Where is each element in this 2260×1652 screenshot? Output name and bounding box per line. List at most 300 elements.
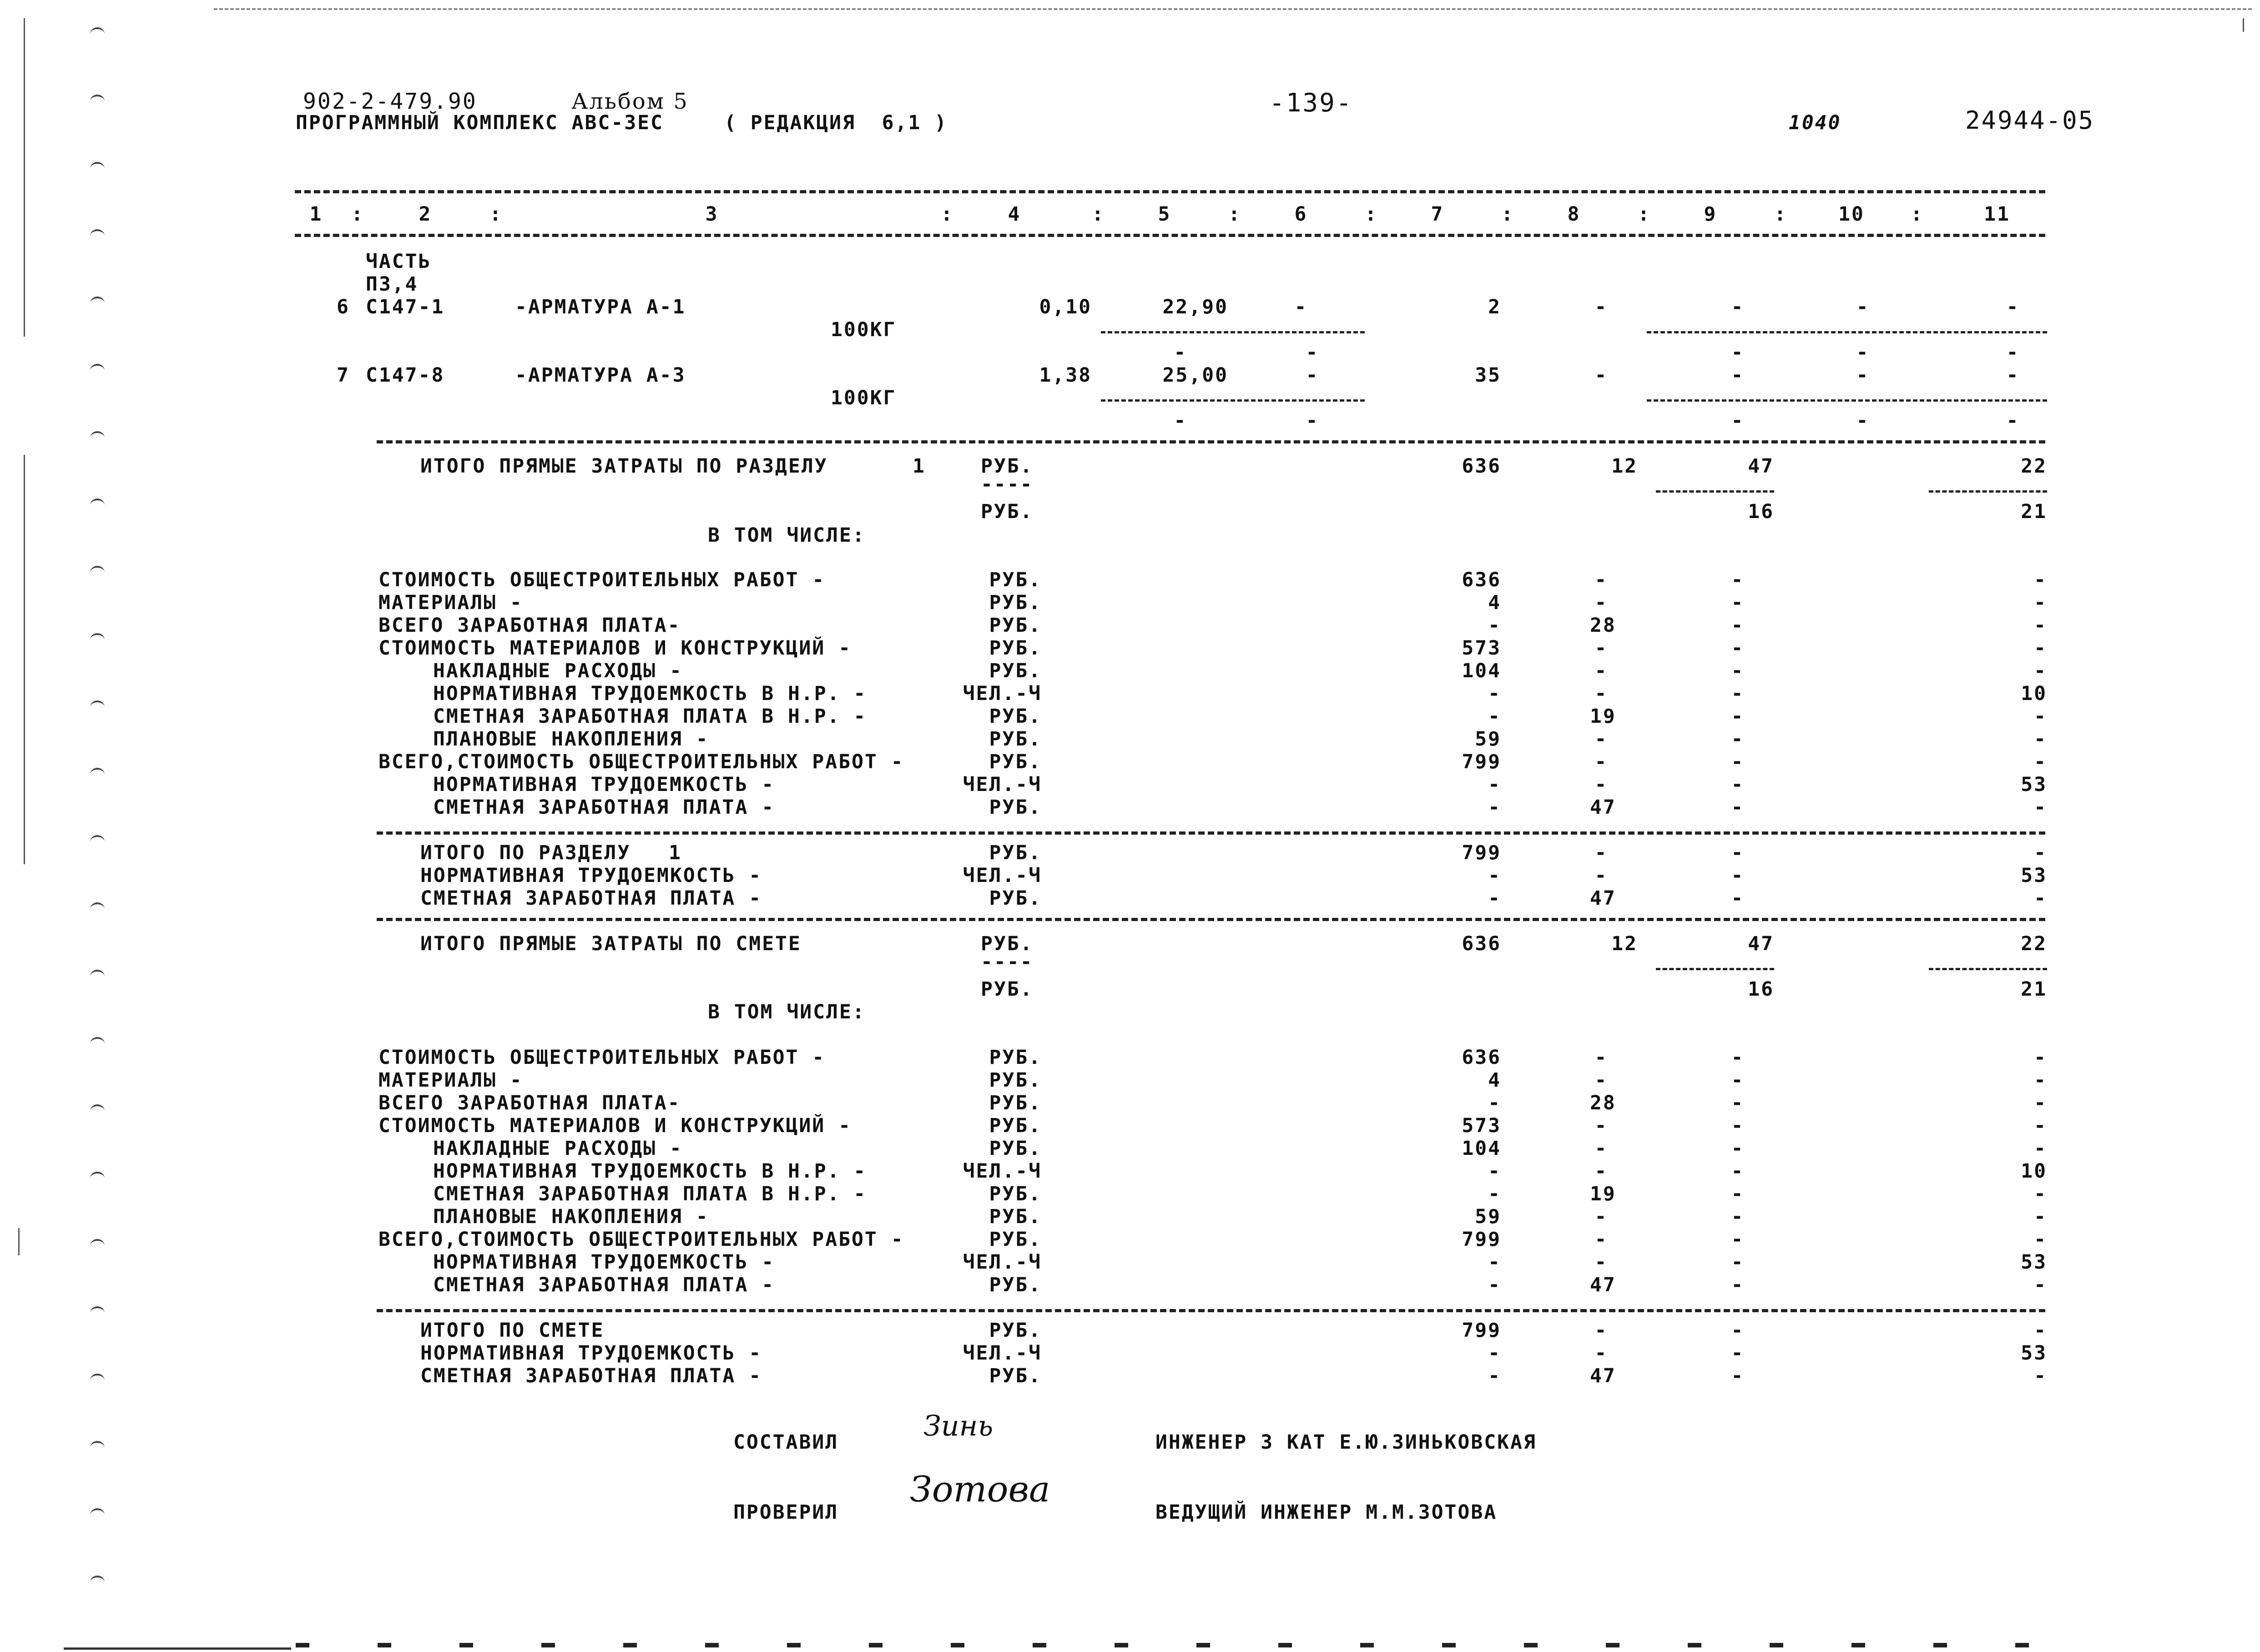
row-c11: -: [2034, 1069, 2047, 1092]
row-c7: 104: [1462, 660, 1501, 682]
col-4: 4: [1008, 203, 1021, 226]
estimate-including-label: В ТОМ ЧИСЛЕ:: [708, 1001, 866, 1023]
row-c9: -: [1731, 1205, 1745, 1228]
row-unit: РУБ.: [989, 1274, 1042, 1296]
row-c11: 10: [2021, 1160, 2047, 1183]
item-c7: 2: [1488, 296, 1501, 318]
row-label: НОРМАТИВНАЯ ТРУДОЕМКОСТЬ В Н.Р. -: [433, 682, 867, 705]
bottom-block: [1442, 1643, 1456, 1647]
part-number: ПЗ,4: [366, 273, 419, 296]
row-c9: -: [1731, 1092, 1745, 1114]
row-c9: -: [1731, 1114, 1745, 1137]
punch-mark: [90, 1239, 105, 1253]
table-top-rule: [295, 190, 2045, 193]
col-separators: :: [489, 203, 503, 226]
bottom-block: [541, 1643, 555, 1647]
row-c7: 4: [1488, 591, 1501, 614]
row-unit: РУБ.: [989, 1205, 1042, 1228]
total-label: ИТОГО ПО СМЕТЕ: [420, 1319, 605, 1342]
checked-signature: Зотова: [910, 1469, 1050, 1510]
row-c11: -: [2034, 728, 2047, 750]
row-c8: -: [1594, 1046, 1608, 1069]
row-c7: 59: [1475, 1205, 1501, 1228]
estimate-direct-c7: 636: [1462, 932, 1501, 955]
total-label: СМЕТНАЯ ЗАРАБОТНАЯ ПЛАТА -: [420, 1365, 762, 1387]
doc-code: 1040: [1789, 111, 1841, 134]
total-c11: -: [2034, 841, 2047, 864]
total-unit: РУБ.: [989, 1365, 1042, 1387]
row-c9: -: [1731, 1137, 1745, 1160]
total-unit: РУБ.: [989, 887, 1042, 910]
item-c6: -: [1294, 296, 1308, 318]
row-unit: РУБ.: [989, 660, 1042, 682]
punch-mark: [90, 229, 105, 243]
row-c7: 636: [1462, 569, 1501, 591]
direct-c9-rule: [1656, 490, 1774, 493]
row-c7: -: [1488, 773, 1501, 796]
item-c7: 35: [1475, 364, 1501, 387]
row-label: ВСЕГО ЗАРАБОТНАЯ ПЛАТА-: [378, 1092, 681, 1114]
row-c11: -: [2034, 705, 2047, 728]
item-c6: -: [1306, 364, 1319, 387]
total-c9: -: [1731, 887, 1745, 910]
row-rule: [1101, 331, 1365, 333]
row-c11: -: [2034, 569, 2047, 591]
direct-section-num: 1: [913, 455, 926, 478]
direct-c9b: 16: [1748, 500, 1774, 523]
total-c8: -: [1594, 1342, 1608, 1365]
row-c8: -: [1594, 773, 1608, 796]
total-c9: -: [1731, 1365, 1745, 1387]
bottom-block: [2015, 1643, 2029, 1647]
row-c11: -: [2034, 591, 2047, 614]
row-label: НОРМАТИВНАЯ ТРУДОЕМКОСТЬ -: [433, 773, 775, 796]
bottom-block: [1115, 1643, 1128, 1647]
row-c11: -: [2034, 637, 2047, 660]
item-c10: -: [1856, 364, 1870, 387]
total-label: НОРМАТИВНАЯ ТРУДОЕМКОСТЬ -: [420, 864, 762, 887]
row-c11: 53: [2021, 1251, 2047, 1274]
row-unit: РУБ.: [989, 1228, 1042, 1251]
row-label: СТОИМОСТЬ МАТЕРИАЛОВ И КОНСТРУКЦИЙ -: [378, 637, 852, 660]
row-c8: -: [1594, 637, 1608, 660]
bottom-block: [787, 1643, 801, 1647]
row-c11: -: [2034, 1137, 2047, 1160]
bottom-block: [1278, 1643, 1292, 1647]
row-label: НОРМАТИВНАЯ ТРУДОЕМКОСТЬ В Н.Р. -: [433, 1160, 867, 1183]
direct-c11-rule: [1929, 490, 2047, 493]
col-11: 11: [1984, 203, 2010, 226]
total-c8: -: [1594, 864, 1608, 887]
item-code: С147-1: [366, 296, 445, 318]
total-c8: 47: [1590, 887, 1616, 910]
row-c9: -: [1731, 1274, 1745, 1296]
total-c11: 53: [2021, 1342, 2047, 1365]
row-unit: РУБ.: [989, 1137, 1042, 1160]
total-c8: 47: [1590, 1365, 1616, 1387]
item-c9: -: [1731, 296, 1745, 318]
row-c7: 799: [1462, 750, 1501, 773]
estimate-direct-c9b: 16: [1748, 978, 1774, 1001]
estimate-rule: [377, 918, 2045, 921]
row-c11: -: [2034, 1092, 2047, 1114]
total-unit: РУБ.: [989, 1319, 1042, 1342]
row-c8: 28: [1590, 614, 1616, 637]
album-label: Альбом 5: [571, 89, 689, 114]
direct-unit: РУБ.: [981, 455, 1034, 478]
page-number: -139-: [1269, 88, 1353, 118]
punch-mark: [90, 1508, 105, 1522]
punch-mark: [90, 1374, 105, 1387]
col-2: 2: [419, 203, 432, 226]
col-separators: :: [1092, 203, 1105, 226]
item-c11: -: [2006, 296, 2020, 318]
row-unit: РУБ.: [989, 591, 1042, 614]
estimate-direct-unit: РУБ.: [981, 932, 1034, 955]
direct-c11: 22: [2021, 455, 2047, 478]
row-label: НАКЛАДНЫЕ РАСХОДЫ -: [433, 660, 683, 682]
punch-mark: [90, 768, 105, 781]
punch-mark: [90, 297, 105, 310]
row-c9: -: [1731, 796, 1745, 819]
doc-number: 902-2-479.90: [303, 89, 477, 114]
punch-mark: [90, 1172, 105, 1185]
row-label: НОРМАТИВНАЯ ТРУДОЕМКОСТЬ -: [433, 1251, 775, 1274]
row-c7: -: [1488, 614, 1501, 637]
bottom-block: [1360, 1643, 1374, 1647]
row-c8: -: [1594, 1069, 1608, 1092]
col-separators: :: [1911, 203, 1924, 226]
row-c9: -: [1731, 682, 1745, 705]
row-c8: -: [1594, 728, 1608, 750]
row-c9: -: [1731, 614, 1745, 637]
row-label: ВСЕГО,СТОИМОСТЬ ОБЩЕСТРОИТЕЛЬНЫХ РАБОТ -: [378, 750, 904, 773]
row-c9: -: [1731, 1160, 1745, 1183]
row-c9: -: [1731, 1228, 1745, 1251]
punch-mark: [90, 431, 105, 445]
row-c11: -: [2034, 660, 2047, 682]
row-c7: -: [1488, 1160, 1501, 1183]
direct-label: ИТОГО ПРЯМЫЕ ЗАТРАТЫ ПО РАЗДЕЛУ: [420, 455, 828, 478]
row-c8: 47: [1590, 796, 1616, 819]
col-10: 10: [1838, 203, 1865, 226]
row-c8: 19: [1590, 1183, 1616, 1205]
total-label: СМЕТНАЯ ЗАРАБОТНАЯ ПЛАТА -: [420, 887, 762, 910]
estimate-direct-c9: 47: [1748, 932, 1774, 955]
punch-mark: [90, 1441, 105, 1455]
estimate-direct-unit2: РУБ.: [981, 978, 1034, 1001]
row-c7: 104: [1462, 1137, 1501, 1160]
row-c8: -: [1594, 1205, 1608, 1228]
punch-mark: [90, 700, 105, 714]
total-c8: -: [1594, 841, 1608, 864]
row-unit: ЧЕЛ.-Ч: [963, 1251, 1042, 1274]
row-label: СМЕТНАЯ ЗАРАБОТНАЯ ПЛАТА -: [433, 1274, 775, 1296]
bottom-block: [296, 1643, 309, 1647]
row-c7: 573: [1462, 637, 1501, 660]
bottom-block: [1770, 1643, 1783, 1647]
row-c9: -: [1731, 591, 1745, 614]
total-section-num: 1: [669, 841, 682, 864]
row-c11: 53: [2021, 773, 2047, 796]
col-separators: :: [351, 203, 364, 226]
punch-mark: [90, 1576, 105, 1589]
item-name: -АРМАТУРА А-3: [515, 364, 686, 387]
row-label: МАТЕРИАЛЫ -: [378, 1069, 523, 1092]
item-unit: 100КГ: [831, 387, 897, 409]
item-price: 22,90: [1162, 296, 1228, 318]
row-label: СМЕТНАЯ ЗАРАБОТНАЯ ПЛАТА -: [433, 796, 775, 819]
section-rule: [377, 440, 2045, 443]
total-c7: -: [1488, 1365, 1501, 1387]
row-c7: 636: [1462, 1046, 1501, 1069]
row-c9: -: [1731, 637, 1745, 660]
row-c8: -: [1594, 660, 1608, 682]
item-qty: 1,38: [1039, 364, 1092, 387]
total-c7: 799: [1462, 1319, 1501, 1342]
item-marks: -: [1174, 409, 1187, 432]
row-c11: -: [2034, 796, 2047, 819]
estimate-total-rule: [377, 1309, 2045, 1312]
header-bottom-rule: [295, 234, 2045, 237]
bottom-block: [378, 1643, 391, 1647]
col-separators: :: [1501, 203, 1514, 226]
row-unit: РУБ.: [989, 1092, 1042, 1114]
part-label: ЧАСТЬ: [366, 250, 432, 273]
row-c9: -: [1731, 728, 1745, 750]
edition-label: ( РЕДАКЦИЯ 6,1 ): [724, 111, 948, 134]
punch-mark: [90, 364, 105, 378]
item-marks: -: [1856, 409, 1870, 432]
row-c7: -: [1488, 705, 1501, 728]
item-marks: -: [2006, 341, 2020, 364]
item-marks: -: [1731, 341, 1745, 364]
estimate-direct-c11b: 21: [2021, 978, 2047, 1001]
row-c11: -: [2034, 1205, 2047, 1228]
direct-dashes: ----: [981, 473, 1034, 496]
direct-unit2: РУБ.: [981, 500, 1034, 523]
estimate-c9-rule: [1656, 968, 1774, 970]
row-c11: -: [2034, 1114, 2047, 1137]
bottom-block: [1933, 1643, 1947, 1647]
item-c10: -: [1856, 296, 1870, 318]
col-7: 7: [1431, 203, 1444, 226]
row-unit: ЧЕЛ.-Ч: [963, 682, 1042, 705]
item-c8: -: [1594, 364, 1608, 387]
row-label: МАТЕРИАЛЫ -: [378, 591, 523, 614]
left-edge-line: [18, 1228, 20, 1255]
row-unit: ЧЕЛ.-Ч: [963, 1160, 1042, 1183]
item-marks: -: [1174, 341, 1187, 364]
total-c9: -: [1731, 1342, 1745, 1365]
row-c8: -: [1594, 1114, 1608, 1137]
row-c9: -: [1731, 660, 1745, 682]
row-c8: -: [1594, 1160, 1608, 1183]
row-c11: -: [2034, 1183, 2047, 1205]
row-c9: -: [1731, 1069, 1745, 1092]
row-unit: РУБ.: [989, 569, 1042, 591]
row-label: ВСЕГО ЗАРАБОТНАЯ ПЛАТА-: [378, 614, 681, 637]
row-label: СМЕТНАЯ ЗАРАБОТНАЯ ПЛАТА В Н.Р. -: [433, 705, 867, 728]
row-c7: 4: [1488, 1069, 1501, 1092]
total-c7: -: [1488, 887, 1501, 910]
punch-mark: [90, 95, 105, 108]
row-label: ВСЕГО,СТОИМОСТЬ ОБЩЕСТРОИТЕЛЬНЫХ РАБОТ -: [378, 1228, 904, 1251]
bottom-block: [459, 1643, 473, 1647]
col-separators: :: [941, 203, 954, 226]
bottom-block: [705, 1643, 719, 1647]
total-unit: РУБ.: [989, 841, 1042, 864]
total-c9: -: [1731, 841, 1745, 864]
estimate-direct-label: ИТОГО ПРЯМЫЕ ЗАТРАТЫ ПО СМЕТЕ: [420, 932, 802, 955]
punch-mark: [90, 1306, 105, 1320]
row-c7: -: [1488, 796, 1501, 819]
sheet-code: 24944-05: [1965, 106, 2095, 135]
section-total-rule: [377, 831, 2045, 835]
checked-by-title: ВЕДУЩИЙ ИНЖЕНЕР М.М.ЗОТОВА: [1155, 1501, 1498, 1524]
row-unit: РУБ.: [989, 750, 1042, 773]
punch-mark: [90, 970, 105, 983]
row-c8: -: [1594, 591, 1608, 614]
total-c9: -: [1731, 1319, 1745, 1342]
item-marks: -: [1856, 341, 1870, 364]
row-c9: -: [1731, 773, 1745, 796]
compiled-signature: Зинь: [923, 1409, 994, 1442]
bottom-block: [1524, 1643, 1538, 1647]
row-label: СТОИМОСТЬ ОБЩЕСТРОИТЕЛЬНЫХ РАБОТ -: [378, 1046, 826, 1069]
compiled-by-label: СОСТАВИЛ: [733, 1431, 839, 1454]
row-c11: -: [2034, 1228, 2047, 1251]
total-label: ИТОГО ПО РАЗДЕЛУ: [420, 841, 631, 864]
item-number: 7: [337, 364, 350, 387]
direct-c9: 47: [1748, 455, 1774, 478]
bottom-block: [1851, 1643, 1865, 1647]
row-c8: -: [1594, 1251, 1608, 1274]
row-c7: -: [1488, 1274, 1501, 1296]
col-separators: :: [1228, 203, 1241, 226]
total-label: НОРМАТИВНАЯ ТРУДОЕМКОСТЬ -: [420, 1342, 762, 1365]
row-c11: -: [2034, 614, 2047, 637]
row-c11: -: [2034, 1046, 2047, 1069]
row-c8: 47: [1590, 1274, 1616, 1296]
bottom-block: [1606, 1643, 1619, 1647]
total-unit: ЧЕЛ.-Ч: [963, 1342, 1042, 1365]
total-c8: -: [1594, 1319, 1608, 1342]
estimate-c11-rule: [1929, 968, 2047, 970]
row-c11: 10: [2021, 682, 2047, 705]
row-label: СМЕТНАЯ ЗАРАБОТНАЯ ПЛАТА В Н.Р. -: [433, 1183, 867, 1205]
row-unit: РУБ.: [989, 705, 1042, 728]
bottom-block: [869, 1643, 883, 1647]
row-c9: -: [1731, 705, 1745, 728]
row-c9: -: [1731, 1251, 1745, 1274]
item-number: 6: [337, 296, 350, 318]
checked-by-label: ПРОВЕРИЛ: [733, 1501, 839, 1524]
row-unit: РУБ.: [989, 637, 1042, 660]
row-c9: -: [1731, 569, 1745, 591]
item-c8: -: [1594, 296, 1608, 318]
item-name: -АРМАТУРА А-1: [515, 296, 686, 318]
bottom-block: [1196, 1643, 1210, 1647]
punch-mark: [90, 27, 105, 41]
col-1: 1: [309, 203, 323, 226]
including-label: В ТОМ ЧИСЛЕ:: [708, 524, 866, 547]
row-c11: -: [2034, 1274, 2047, 1296]
right-mark: [2243, 18, 2244, 32]
row-rule: [1647, 399, 2047, 402]
col-8: 8: [1567, 203, 1581, 226]
item-marks: -: [1306, 409, 1319, 432]
punch-mark: [90, 1037, 105, 1051]
row-c8: -: [1594, 750, 1608, 773]
direct-c7: 636: [1462, 455, 1501, 478]
col-9: 9: [1704, 203, 1717, 226]
estimate-direct-c11: 22: [2021, 932, 2047, 955]
col-6: 6: [1294, 203, 1308, 226]
item-price: 25,00: [1162, 364, 1228, 387]
col-separators: :: [1638, 203, 1651, 226]
total-c7: -: [1488, 1342, 1501, 1365]
row-c7: 573: [1462, 1114, 1501, 1137]
row-c7: 59: [1475, 728, 1501, 750]
total-c9: -: [1731, 864, 1745, 887]
left-edge-line: [24, 18, 25, 337]
item-c11: -: [2006, 364, 2020, 387]
row-c8: 28: [1590, 1092, 1616, 1114]
row-c8: -: [1594, 1228, 1608, 1251]
row-label: НАКЛАДНЫЕ РАСХОДЫ -: [433, 1137, 683, 1160]
row-c8: 19: [1590, 705, 1616, 728]
row-unit: РУБ.: [989, 728, 1042, 750]
row-c8: -: [1594, 682, 1608, 705]
row-label: ПЛАНОВЫЕ НАКОПЛЕНИЯ -: [433, 728, 709, 750]
row-label: СТОИМОСТЬ ОБЩЕСТРОИТЕЛЬНЫХ РАБОТ -: [378, 569, 826, 591]
punch-mark: [90, 162, 105, 176]
punch-mark: [90, 1104, 105, 1118]
row-unit: РУБ.: [989, 1069, 1042, 1092]
col-separators: :: [1365, 203, 1378, 226]
row-unit: ЧЕЛ.-Ч: [963, 773, 1042, 796]
row-c7: -: [1488, 682, 1501, 705]
row-c7: -: [1488, 1092, 1501, 1114]
bottom-edge-line: [64, 1647, 291, 1650]
estimate-direct-c8: 12: [1611, 932, 1638, 955]
item-marks: -: [1731, 409, 1745, 432]
total-c11: -: [2034, 1319, 2047, 1342]
total-c11: -: [2034, 1365, 2047, 1387]
bottom-block: [951, 1643, 964, 1647]
item-code: С147-8: [366, 364, 445, 387]
total-c11: -: [2034, 887, 2047, 910]
row-c7: -: [1488, 1183, 1501, 1205]
col-5: 5: [1158, 203, 1171, 226]
row-unit: РУБ.: [989, 796, 1042, 819]
row-c7: -: [1488, 1251, 1501, 1274]
item-marks: -: [1306, 341, 1319, 364]
row-unit: РУБ.: [989, 614, 1042, 637]
col-3: 3: [705, 203, 719, 226]
row-unit: РУБ.: [989, 1046, 1042, 1069]
item-qty: 0,10: [1039, 296, 1092, 318]
direct-c11b: 21: [2021, 500, 2047, 523]
item-c9: -: [1731, 364, 1745, 387]
punch-mark: [90, 633, 105, 647]
bottom-block: [623, 1643, 637, 1647]
item-unit: 100КГ: [831, 318, 897, 341]
row-c7: 799: [1462, 1228, 1501, 1251]
total-c7: -: [1488, 864, 1501, 887]
row-c8: -: [1594, 1137, 1608, 1160]
